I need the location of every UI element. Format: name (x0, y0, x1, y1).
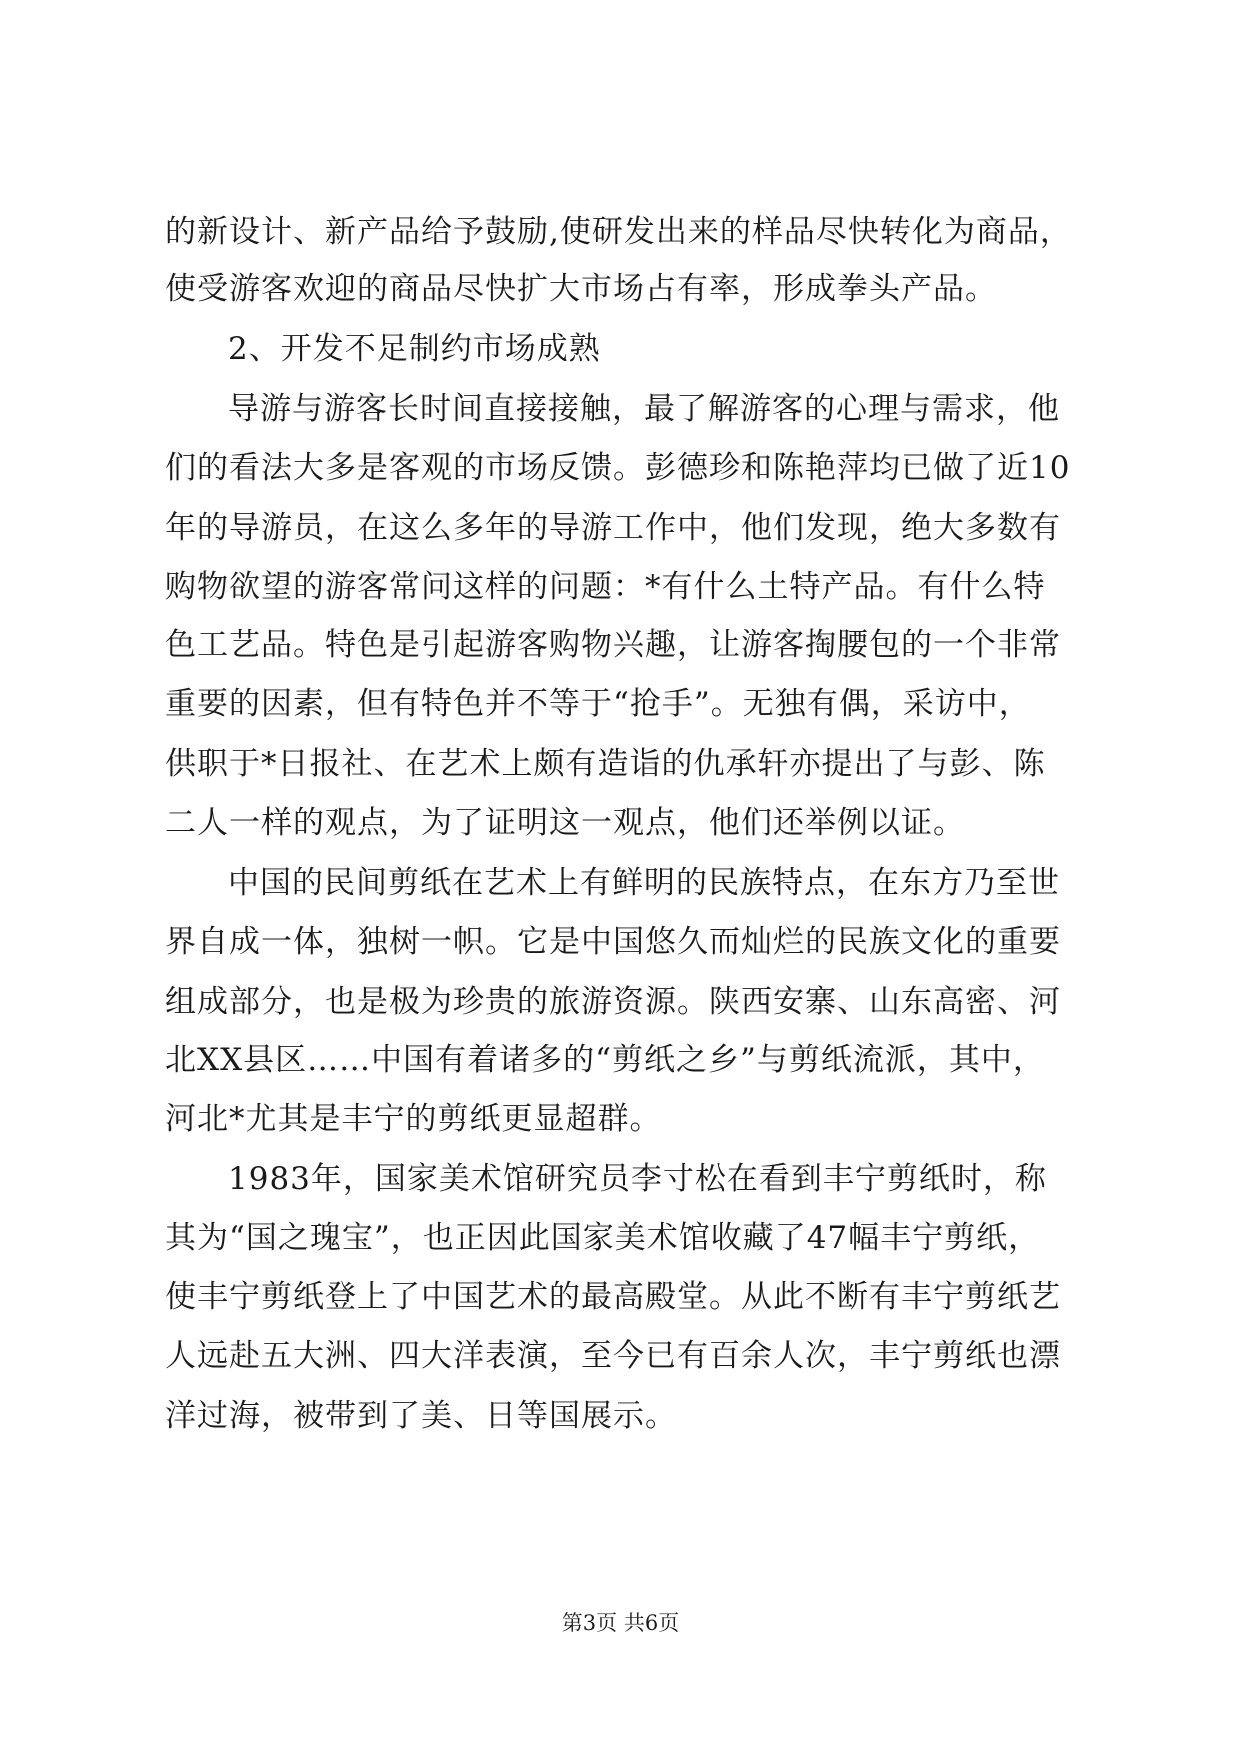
text-line: 们的看法大多是客观的市场反馈。彭德珍和陈艳萍均已做了近10 (165, 450, 1071, 486)
page-number-footer: 第3页 共6页 (561, 1611, 680, 1635)
text-line: 中国的民间剪纸在艺术上有鲜明的民族特点，在东方乃至世 (228, 865, 1060, 901)
text-line: 洋过海，被带到了美、日等国展示。 (165, 1398, 677, 1434)
text-line: 其为“国之瑰宝”，也正因此国家美术馆收藏了47幅丰宁剪纸， (165, 1220, 1041, 1256)
text-line: 使丰宁剪纸登上了中国艺术的最高殿堂。从此不断有丰宁剪纸艺 (165, 1279, 1061, 1315)
text-line: 使受游客欢迎的商品尽快扩大市场占有率，形成拳头产品。 (165, 271, 997, 307)
text-line: 组成部分，也是极为珍贵的旅游资源。陕西安寨、山东高密、河 (165, 984, 1061, 1020)
text-line: 人远赴五大洲、四大洋表演，至今已有百余人次，丰宁剪纸也漂 (165, 1338, 1061, 1374)
text-line: 1983年，国家美术馆研究员李寸松在看到丰宁剪纸时，称 (228, 1161, 1047, 1197)
text-line: 导游与游客长时间直接接触，最了解游客的心理与需求，他 (228, 391, 1060, 427)
text-line: 河北*尤其是丰宁的剪纸更显超群。 (165, 1101, 662, 1137)
text-line: 的新设计、新产品给予鼓励,使研发出来的样品尽快转化为商品， (165, 214, 1072, 250)
text-line: 界自成一体，独树一帜。它是中国悠久而灿烂的民族文化的重要 (165, 924, 1061, 960)
text-line: 色工艺品。特色是引起游客购物兴趣，让游客掏腰包的一个非常 (165, 627, 1061, 663)
text-line: 购物欲望的游客常问这样的问题：*有什么土特产品。有什么特 (165, 569, 1046, 605)
section-heading: 2、开发不足制约市场成熟 (228, 331, 601, 367)
text-line: 北XX县区……中国有着诸多的“剪纸之乡”与剪纸流派，其中， (165, 1042, 1045, 1078)
text-line: 二人一样的观点，为了证明这一观点，他们还举例以证。 (165, 805, 965, 841)
text-line: 重要的因素，但有特色并不等于“抢手”。无独有偶，采访中， (165, 686, 1031, 722)
text-line: 供职于*日报社、在艺术上颇有造诣的仇承轩亦提出了与彭、陈 (165, 746, 1046, 782)
text-line: 年的导游员，在这么多年的导游工作中，他们发现，绝大多数有 (165, 510, 1061, 546)
